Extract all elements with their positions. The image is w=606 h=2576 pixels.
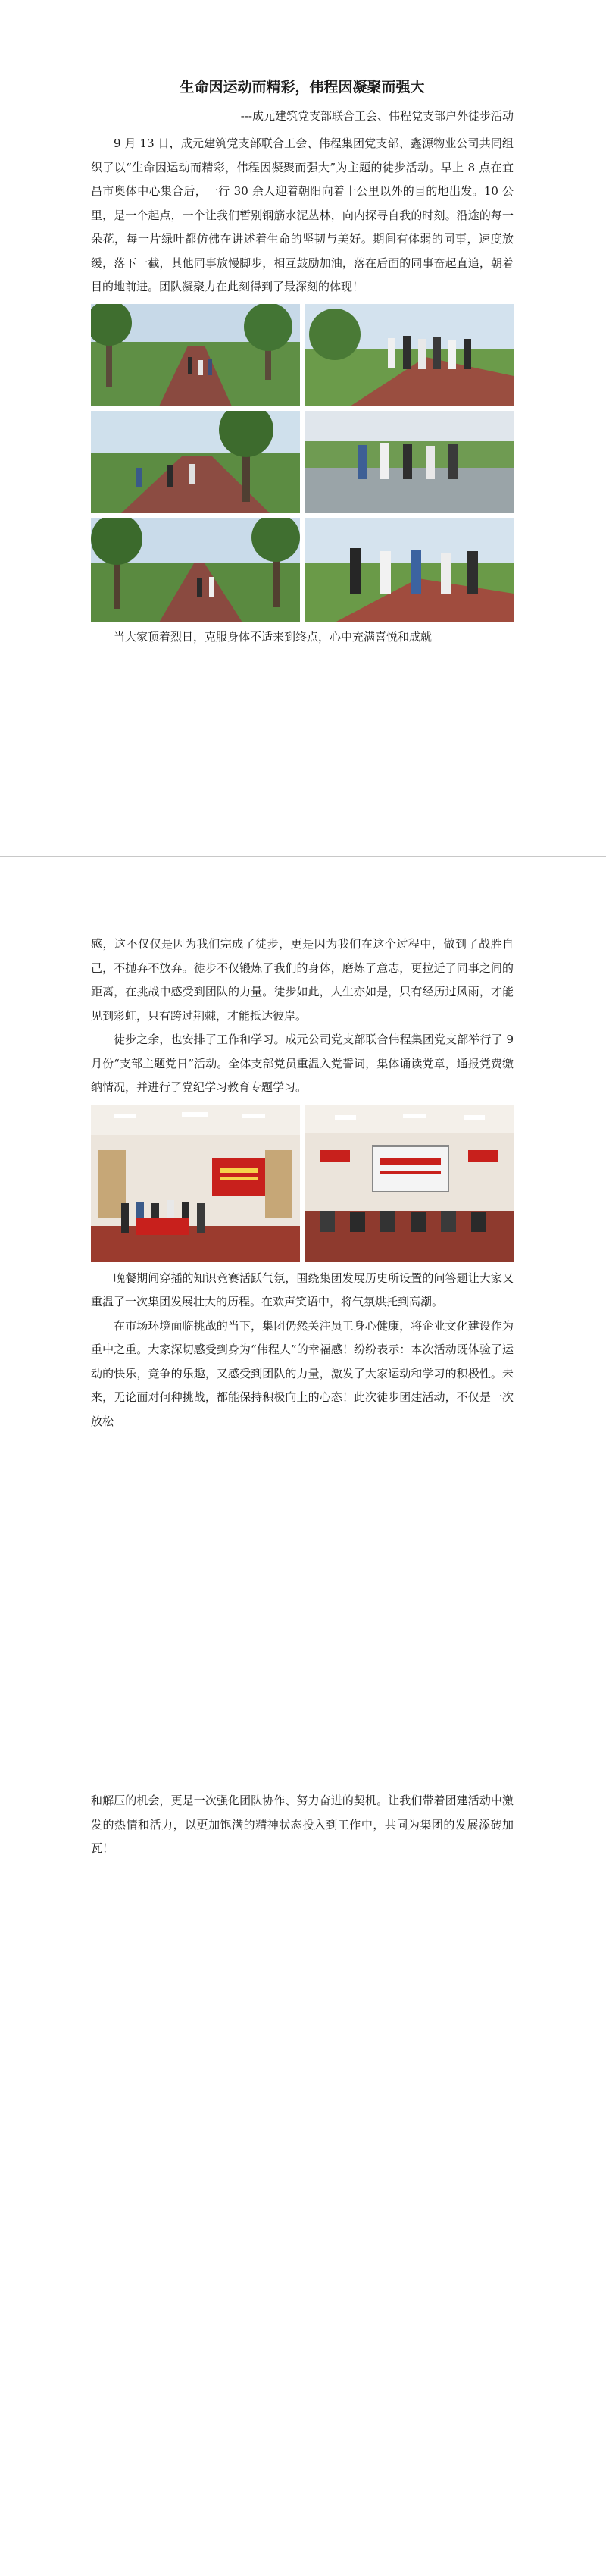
meeting-photo-2: [305, 1105, 514, 1262]
meeting-photo-1: [91, 1105, 300, 1262]
page-2: [0, 857, 606, 1713]
quiz-paragraph: 晚餐期间穿插的知识竞赛活跃气氛，围绕集团发展历史所设置的问答题让大家又重温了一次集团发展壮大的历程。在欢声笑语中，将气氛烘托到高潮。: [91, 1271, 514, 1308]
page-1-content: [91, 76, 514, 649]
hiking-photo-grid: [91, 304, 514, 622]
hiking-photo-5: [91, 518, 300, 622]
document-subtitle: ---成元建筑党支部联合工会、伟程党支部户外徒步活动: [240, 109, 514, 123]
hiking-photo-6: [305, 518, 514, 622]
page-1: [0, 0, 606, 856]
page-1-closing-line: 当大家顶着烈日，克服身体不适来到终点，心中充满喜悦和成就: [114, 629, 433, 644]
hiking-photo-1: [91, 304, 300, 406]
page-2-continuation: 感，这不仅仅是因为我们完成了徒步，更是因为我们在这个过程中，做到了战胜自己，不抛弃不放弃。徒步不仅锻炼了我们的身体，磨炼了意志，更拉近了同事之间的距离，在挑战中感受到团队的力量。徒步如此，人生亦如是，只有经历过风雨，才能见到彩虹，只有跨过荆棘，才能抵达彼岸。: [91, 937, 514, 1023]
hiking-photo-3: [91, 411, 300, 513]
document-title: 生命因运动而精彩，伟程因凝聚而强大: [180, 79, 425, 96]
page-3-continuation: 和解压的机会，更是一次强化团队协作、努力奋进的契机。让我们带着团建活动中激发的热情和活力，以更加饱满的精神状态投入到工作中，共同为集团的发展添砖加瓦！: [91, 1794, 514, 1855]
page-2-content: [91, 932, 514, 1434]
culture-paragraph: 在市场环境面临挑战的当下，集团仍然关注员工身心健康，将企业文化建设作为重中之重。大家深切感受到身为“伟程人”的幸福感！纷纷表示：本次活动既体验了运动的快乐，竞争的乐趣，又感受到团队的力量，激发了大家运动和学习的积极性。未来，无论面对何种挑战，都能保持积极向上的心态！此次徒步团建活动，不仅是一次放松: [91, 1318, 514, 1428]
hiking-photo-4: [305, 411, 514, 513]
page-3: [0, 1713, 606, 2576]
hiking-photo-2: [305, 304, 514, 406]
page-3-content: [91, 1789, 514, 1861]
party-day-paragraph: 徒步之余，也安排了工作和学习。成元公司党支部联合伟程集团党支部举行了 9 月份“支部主题党日”活动。全体支部党员重温入党誓词，集体诵读党章，通报党费缴纳情况，并进行了党纪学习教育专题学习。: [91, 1033, 514, 1094]
meeting-photo-row: [91, 1105, 514, 1262]
intro-paragraph: 9 月 13 日，成元建筑党支部联合工会、伟程集团党支部、鑫源物业公司共同组织了以“生命因运动而精彩，伟程因凝聚而强大”为主题的徒步活动。早上 8 点在宜昌市奥体中心集合后，一行 30 余人迎着朝阳向着十公里以外的目的地出发。10 公里，是一个起点，一个让我们暂别钢筋水泥丛林，向内探寻自我的时刻。沿途的每一朵花，每一片绿叶都仿佛在讲述着生命的坚韧与美好。期间有体弱的同事，速度放缓，落下一截，其他同事放慢脚步，相互鼓励加油，落在后面的同事奋起直追，朝着目的地前进。团队凝聚力在此刻得到了最深刻的体现！: [91, 136, 514, 293]
